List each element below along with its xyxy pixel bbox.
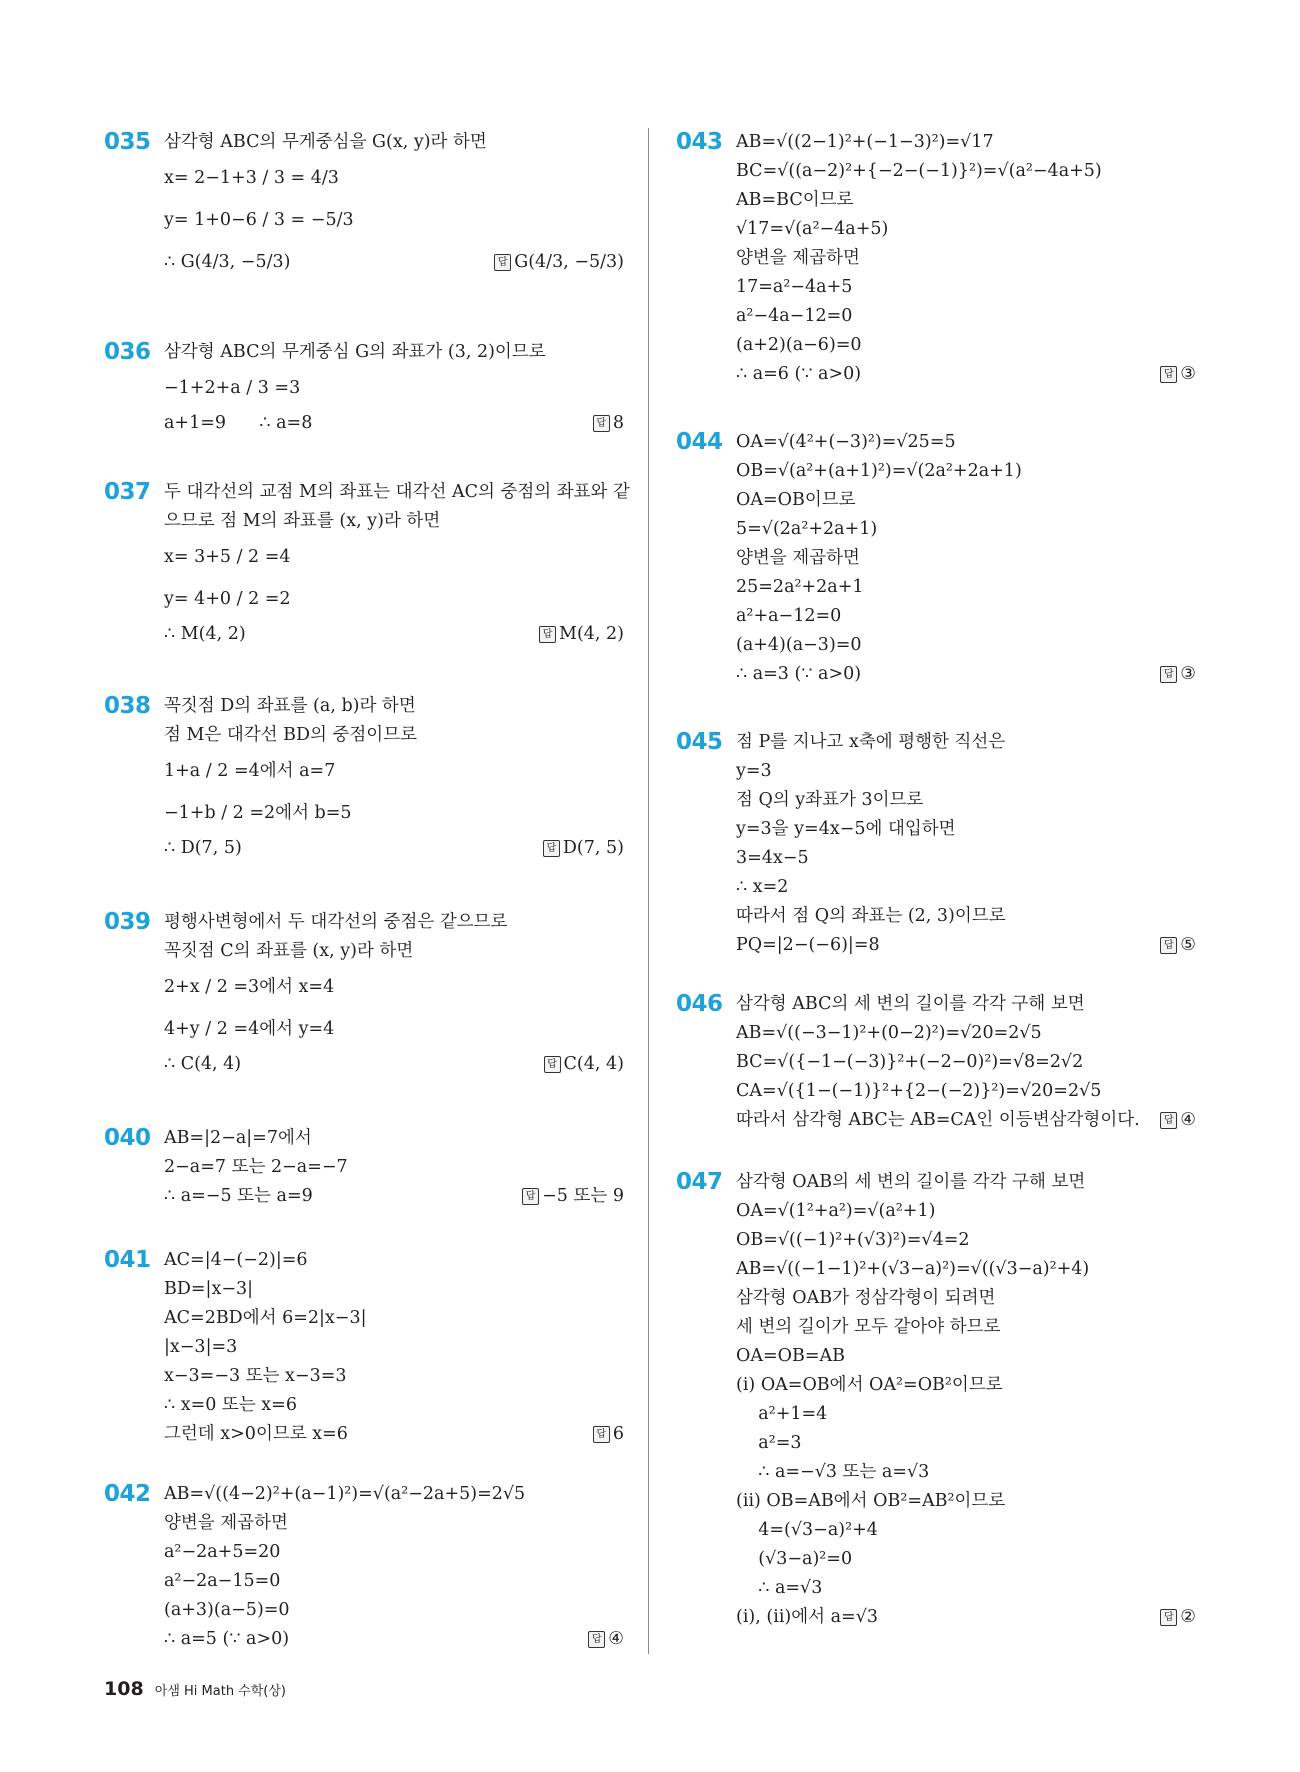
solution-body: [736, 728, 1196, 960]
solution-line: [164, 1008, 624, 1050]
solution-text: OA=OB이므로: [736, 490, 856, 510]
solution-text: ∴ x=2: [736, 877, 789, 897]
solution-line: [736, 544, 1196, 573]
solution-line: [736, 428, 1196, 457]
solution-line: [164, 338, 624, 367]
solution-text: 1+a / 2 =4에서 a=7: [164, 761, 336, 781]
solution-line: [736, 757, 1196, 786]
problem-number: 047: [676, 1169, 723, 1195]
solution-body: [164, 338, 624, 438]
solution-text: a²−4a−12=0: [736, 306, 853, 326]
solution-text: a²=3: [736, 1433, 802, 1453]
answer: [1160, 1106, 1196, 1135]
problem-number: 045: [676, 729, 723, 755]
solution-line: [736, 602, 1196, 631]
problem: [676, 1168, 1196, 1632]
solution-text: OA=√(4²+(−3)²)=√25=5: [736, 432, 956, 452]
solution-text: ∴ C(4, 4): [164, 1054, 242, 1074]
solution-text: AC=|4−(−2)|=6: [164, 1250, 308, 1270]
solution-line: [164, 721, 624, 750]
solution-text: x−3=−3 또는 x−3=3: [164, 1366, 347, 1386]
solution-line: [736, 873, 1196, 902]
solution-text: ∴ a=6 (∵ a>0): [736, 364, 862, 384]
solution-text: −1+b / 2 =2에서 b=5: [164, 803, 352, 823]
solution-line: [164, 1509, 624, 1538]
solution-text: (a+3)(a−5)=0: [164, 1600, 290, 1620]
solution-line: [736, 728, 1196, 757]
solution-line: [736, 1077, 1196, 1106]
solution-line: [164, 966, 624, 1008]
solution-line: [164, 792, 624, 834]
answer: [593, 1420, 624, 1449]
problem-number: 035: [104, 129, 151, 155]
problem-number: 046: [676, 991, 723, 1017]
solution-line: [164, 750, 624, 792]
solution-text: ∴ x=0 또는 x=6: [164, 1395, 297, 1415]
answer-icon: 답: [1160, 1609, 1177, 1626]
problem: [104, 1124, 624, 1211]
solution-line: [736, 302, 1196, 331]
solution-line: [164, 1480, 624, 1509]
answer-icon: 답: [1160, 366, 1177, 383]
answer: [544, 1050, 624, 1079]
solution-line: [736, 1545, 1196, 1574]
solution-text: 그런데 x>0이므로 x=6: [164, 1424, 348, 1444]
solution-text: (ⅰ), (ⅱ)에서 a=√3: [736, 1607, 878, 1627]
solution-text: 따라서 점 Q의 좌표는 (2, 3)이므로: [736, 906, 1006, 926]
solution-line: [736, 1342, 1196, 1371]
solution-text: AB=√((−1−1)²+(√3−a)²)=√((√3−a)²+4): [736, 1259, 1090, 1279]
solution-text: 5=√(2a²+2a+1): [736, 519, 878, 539]
answer-value: 8: [612, 413, 624, 433]
solution-text: a²+1=4: [736, 1404, 828, 1424]
solution-line: [164, 367, 624, 409]
solution-text: 점 Q의 y좌표가 3이므로: [736, 790, 924, 810]
solution-text: y=3: [736, 761, 772, 781]
answer-value: G(4/3, −5/3): [514, 252, 624, 272]
solution-line: [164, 1124, 624, 1153]
solution-text: x= 2−1+3 / 3 = 4/3: [164, 168, 339, 188]
answer: [543, 834, 624, 863]
solution-line: [736, 1106, 1196, 1135]
answer: [1160, 1603, 1196, 1632]
solution-line: [164, 908, 624, 937]
solution-text: OA=√(1²+a²)=√(a²+1): [736, 1201, 936, 1221]
solution-text: y= 4+0 / 2 =2: [164, 589, 291, 609]
solution-line: [736, 1429, 1196, 1458]
solution-line: [164, 1182, 624, 1211]
solution-text: OB=√(a²+(a+1)²)=√(2a²+2a+1): [736, 461, 1022, 481]
solution-line: [736, 1313, 1196, 1342]
solution-line: [736, 815, 1196, 844]
problem-number: 041: [104, 1247, 151, 1273]
solution-text: x= 3+5 / 2 =4: [164, 547, 291, 567]
page-number: 108: [104, 1678, 144, 1700]
solution-text: 점 P를 지나고 x축에 평행한 직선은: [736, 732, 1006, 752]
column-divider: [648, 128, 649, 1654]
answer: [494, 241, 624, 283]
solution-line: [736, 128, 1196, 157]
solution-text: 꼭짓점 D의 좌표를 (a, b)라 하면: [164, 696, 416, 716]
solution-line: [736, 1603, 1196, 1632]
solution-text: BC=√({−1−(−3)}²+(−2−0)²)=√8=2√2: [736, 1052, 1084, 1072]
solution-text: AB=|2−a|=7에서: [164, 1128, 312, 1148]
solution-text: (a+4)(a−3)=0: [736, 635, 862, 655]
solution-line: [736, 244, 1196, 273]
solution-text: 점 M은 대각선 BD의 중점이므로: [164, 725, 418, 745]
solution-body: [736, 128, 1196, 389]
solution-line: [164, 536, 624, 578]
solution-line: [736, 1516, 1196, 1545]
answer-icon: 답: [494, 254, 511, 271]
answer-icon: 답: [539, 626, 556, 643]
problem: [104, 128, 624, 283]
answer-value: M(4, 2): [559, 624, 624, 644]
solution-text: ∴ a=5 (∵ a>0): [164, 1629, 290, 1649]
solution-text: OB=√((−1)²+(√3)²)=√4=2: [736, 1230, 970, 1250]
solution-line: [736, 1487, 1196, 1516]
solution-text: a²−2a−15=0: [164, 1571, 281, 1591]
solution-text: 삼각형 ABC의 무게중심 G의 좌표가 (3, 2)이므로: [164, 342, 546, 362]
problem-number: 042: [104, 1481, 151, 1507]
solution-text: 삼각형 OAB가 정삼각형이 되려면: [736, 1288, 996, 1308]
solution-body: [736, 1168, 1196, 1632]
solution-text: BD=|x−3|: [164, 1279, 254, 1299]
solution-line: [164, 1362, 624, 1391]
answer-value: ③: [1180, 364, 1196, 384]
problem: [676, 128, 1196, 389]
answer-value: ③: [1180, 664, 1196, 684]
solution-text: −1+2+a / 3 =3: [164, 378, 301, 398]
problem-number: 044: [676, 429, 723, 455]
solution-line: [164, 1275, 624, 1304]
solution-line: [164, 199, 624, 241]
solution-text: AB=BC이므로: [736, 190, 854, 210]
solution-text: a²+a−12=0: [736, 606, 842, 626]
solution-line: [736, 1400, 1196, 1429]
solution-line: [164, 241, 624, 283]
solution-text: CA=√({1−(−1)}²+{2−(−2)}²)=√20=2√5: [736, 1081, 1102, 1101]
solution-body: [164, 692, 624, 863]
solution-line: [164, 937, 624, 966]
solution-line: [736, 331, 1196, 360]
solution-line: [164, 692, 624, 721]
solution-text: BC=√((a−2)²+{−2−(−1)}²)=√(a²−4a+5): [736, 161, 1102, 181]
solution-line: [736, 360, 1196, 389]
page-footer: [104, 1678, 286, 1700]
solution-line: [736, 1226, 1196, 1255]
solution-text: ∴ a=√3: [736, 1578, 823, 1598]
solution-line: [164, 128, 624, 157]
solution-line: [736, 1371, 1196, 1400]
solution-line: [164, 507, 624, 536]
answer-value: C(4, 4): [563, 1054, 624, 1074]
problem-number: 038: [104, 693, 151, 719]
solution-line: [164, 1538, 624, 1567]
answer-icon: 답: [588, 1631, 605, 1648]
solution-line: [736, 990, 1196, 1019]
solution-text: PQ=|2−(−6)|=8: [736, 935, 880, 955]
solution-line: [164, 478, 630, 507]
solution-line: [736, 186, 1196, 215]
problem: [104, 1480, 624, 1654]
solution-text: 2−a=7 또는 2−a=−7: [164, 1157, 348, 1177]
solution-text: 따라서 삼각형 ABC는 AB=CA인 이등변삼각형이다.: [736, 1110, 1140, 1130]
solution-text: AB=√((4−2)²+(a−1)²)=√(a²−2a+5)=2√5: [164, 1484, 526, 1504]
solution-line: [164, 1333, 624, 1362]
answer-value: ⑤: [1180, 935, 1196, 955]
solution-line: [736, 931, 1196, 960]
solution-text: |x−3|=3: [164, 1337, 238, 1357]
solution-text: ∴ a=3 (∵ a>0): [736, 664, 862, 684]
solution-text: ∴ D(7, 5): [164, 838, 242, 858]
answer-icon: 답: [543, 840, 560, 857]
solution-text: 3=4x−5: [736, 848, 809, 868]
answer-icon: 답: [593, 415, 610, 432]
solution-text: (a+2)(a−6)=0: [736, 335, 862, 355]
solution-line: [164, 157, 624, 199]
solution-line: [736, 573, 1196, 602]
solution-line: [736, 486, 1196, 515]
solution-line: [164, 1420, 624, 1449]
solution-text: (ⅰ) OA=OB에서 OA²=OB²이므로: [736, 1375, 1003, 1395]
answer: [588, 1625, 624, 1654]
solution-text: a²−2a+5=20: [164, 1542, 281, 1562]
solution-line: [736, 1048, 1196, 1077]
solution-line: [164, 1246, 624, 1275]
problem: [104, 478, 630, 649]
solution-text: √17=√(a²−4a+5): [736, 219, 889, 239]
solution-text: ∴ M(4, 2): [164, 624, 246, 644]
answer: [1160, 360, 1196, 389]
solution-line: [736, 273, 1196, 302]
problem: [676, 428, 1196, 689]
solution-line: [736, 786, 1196, 815]
solution-line: [164, 578, 624, 620]
book-title: 아샘 Hi Math 수학(상): [154, 1684, 287, 1699]
answer-icon: 답: [544, 1056, 561, 1073]
solution-text: a+1=9 ∴ a=8: [164, 413, 313, 433]
answer: [1160, 660, 1196, 689]
solution-line: [164, 1567, 624, 1596]
solution-text: 양변을 제곱하면: [164, 1513, 288, 1533]
solution-text: 4=(√3−a)²+4: [736, 1520, 878, 1540]
solution-body: [164, 128, 624, 283]
solution-line: [736, 1255, 1196, 1284]
solution-body: [164, 908, 624, 1079]
answer-icon: 답: [593, 1426, 610, 1443]
solution-text: AB=√((−3−1)²+(0−2)²)=√20=2√5: [736, 1023, 1042, 1043]
solution-body: [164, 1246, 624, 1449]
solution-text: 삼각형 OAB의 세 변의 길이를 각각 구해 보면: [736, 1172, 1086, 1192]
answer-icon: 답: [1160, 937, 1177, 954]
problem: [104, 338, 624, 438]
answer-value: 6: [612, 1424, 624, 1444]
problem: [104, 908, 624, 1079]
solution-line: [736, 1574, 1196, 1603]
answer-icon: 답: [522, 1188, 539, 1205]
problem: [676, 728, 1196, 960]
solution-line: [736, 1284, 1196, 1313]
solution-line: [736, 631, 1196, 660]
solution-text: 2+x / 2 =3에서 x=4: [164, 977, 335, 997]
solution-line: [164, 1050, 624, 1079]
problem: [676, 990, 1196, 1135]
problem: [104, 692, 624, 863]
problem: [104, 1246, 624, 1449]
solution-line: [736, 902, 1196, 931]
solution-text: 양변을 제곱하면: [736, 548, 860, 568]
answer-value: ②: [1180, 1607, 1196, 1627]
solution-line: [736, 1019, 1196, 1048]
solution-text: AB=√((2−1)²+(−1−3)²)=√17: [736, 132, 994, 152]
solution-line: [164, 1304, 624, 1333]
solution-text: 삼각형 ABC의 무게중심을 G(x, y)라 하면: [164, 132, 487, 152]
solution-body: [164, 1124, 624, 1211]
solution-body: [164, 1480, 624, 1654]
solution-text: 세 변의 길이가 모두 같아야 하므로: [736, 1317, 1001, 1337]
solution-line: [736, 515, 1196, 544]
answer-value: D(7, 5): [562, 838, 624, 858]
solution-text: y= 1+0−6 / 3 = −5/3: [164, 210, 354, 230]
answer: [1160, 931, 1196, 960]
solution-text: 두 대각선의 교점 M의 좌표는 대각선 AC의 중점의 좌표와 같: [164, 482, 630, 502]
solution-line: [736, 157, 1196, 186]
answer-icon: 답: [1160, 666, 1177, 683]
problem-number: 040: [104, 1125, 151, 1151]
solution-body: [736, 990, 1196, 1135]
solution-text: 양변을 제곱하면: [736, 248, 860, 268]
answer: [593, 409, 624, 438]
solution-text: 평행사변형에서 두 대각선의 중점은 같으므로: [164, 912, 508, 932]
solution-line: [736, 1458, 1196, 1487]
solution-line: [736, 1168, 1196, 1197]
solution-body: [164, 478, 630, 649]
solution-line: [164, 834, 624, 863]
solution-text: 25=2a²+2a+1: [736, 577, 864, 597]
solution-text: AC=2BD에서 6=2|x−3|: [164, 1308, 367, 1328]
solution-line: [736, 215, 1196, 244]
solution-line: [736, 457, 1196, 486]
solution-text: 17=a²−4a+5: [736, 277, 853, 297]
answer-icon: 답: [1160, 1112, 1177, 1129]
solution-text: OA=OB=AB: [736, 1346, 846, 1366]
solution-line: [736, 844, 1196, 873]
solution-line: [164, 409, 624, 438]
problem-number: 037: [104, 479, 151, 505]
solution-text: ∴ a=−5 또는 a=9: [164, 1186, 313, 1206]
answer-value: ④: [1180, 1110, 1196, 1130]
problem-number: 036: [104, 339, 151, 365]
answer: [539, 620, 624, 649]
solution-text: 꼭짓점 C의 좌표를 (x, y)라 하면: [164, 941, 414, 961]
solution-text: 으므로 점 M의 좌표를 (x, y)라 하면: [164, 511, 441, 531]
solution-line: [164, 620, 624, 649]
solution-text: ∴ G(4/3, −5/3): [164, 252, 291, 272]
solution-text: y=3을 y=4x−5에 대입하면: [736, 819, 956, 839]
solution-text: (√3−a)²=0: [736, 1549, 853, 1569]
solution-line: [736, 1197, 1196, 1226]
solution-text: 4+y / 2 =4에서 y=4: [164, 1019, 335, 1039]
solution-line: [164, 1625, 624, 1654]
problem-number: 043: [676, 129, 723, 155]
solution-text: (ⅱ) OB=AB에서 OB²=AB²이므로: [736, 1491, 1006, 1511]
answer: [522, 1182, 624, 1211]
solution-body: [736, 428, 1196, 689]
solution-line: [164, 1391, 624, 1420]
solution-text: 삼각형 ABC의 세 변의 길이를 각각 구해 보면: [736, 994, 1085, 1014]
solution-line: [164, 1153, 624, 1182]
answer-value: ④: [608, 1629, 624, 1649]
problem-number: 039: [104, 909, 151, 935]
answer-value: −5 또는 9: [542, 1186, 624, 1206]
solution-line: [164, 1596, 624, 1625]
solution-line: [736, 660, 1196, 689]
solution-text: ∴ a=−√3 또는 a=√3: [736, 1462, 930, 1482]
